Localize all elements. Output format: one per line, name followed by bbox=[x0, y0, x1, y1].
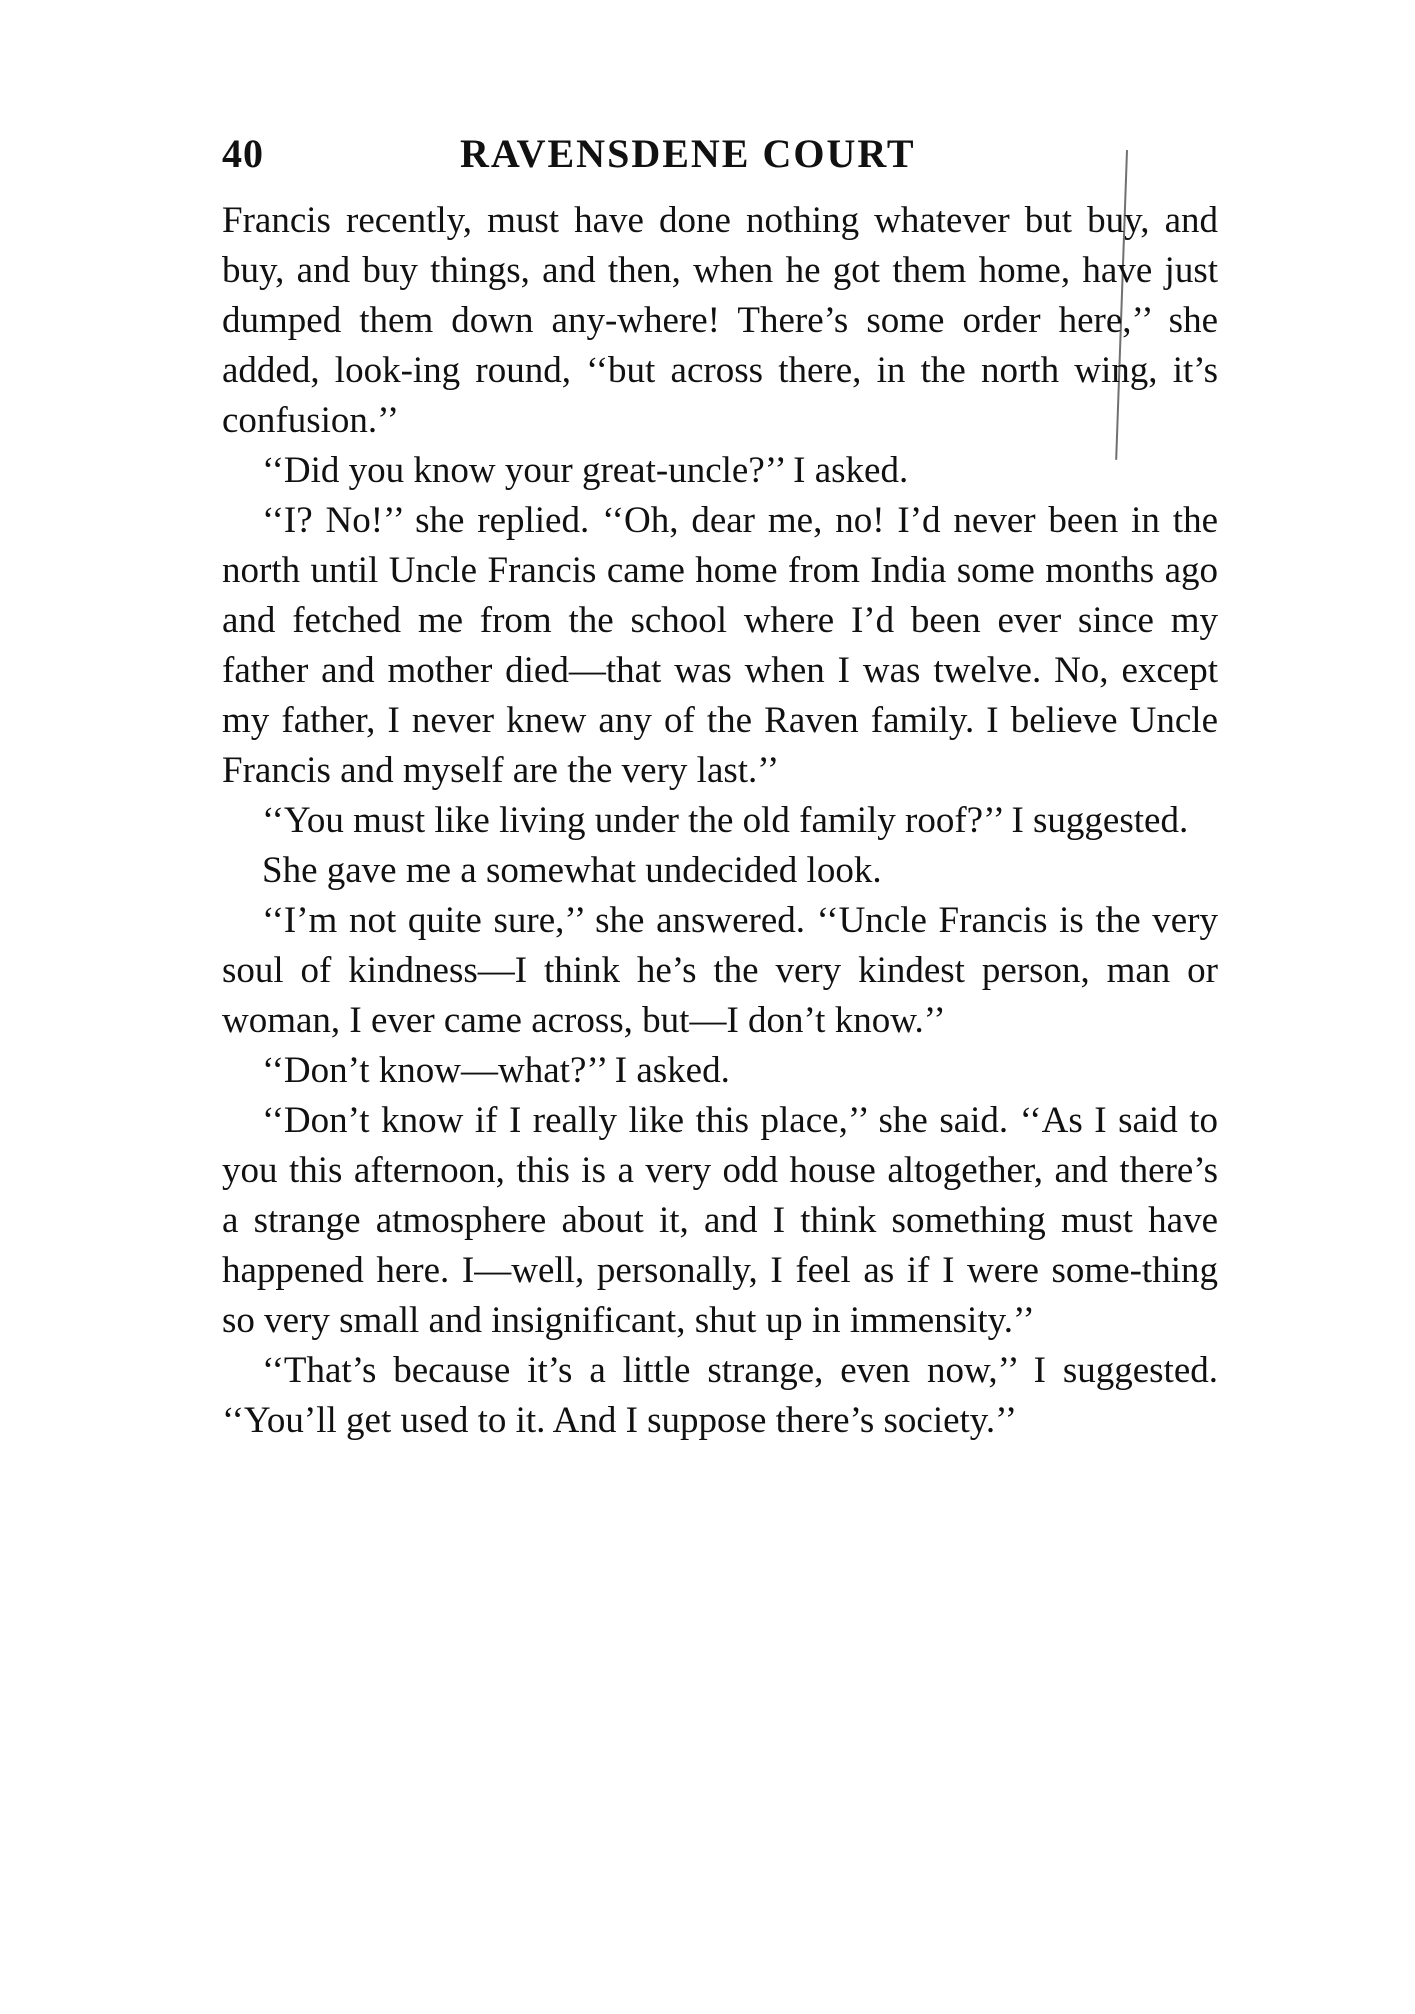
paragraph-5: She gave me a somewhat undecided look. bbox=[262, 850, 882, 891]
paragraph-7: ‘‘Don’t know—what?’’ I asked. bbox=[262, 1050, 730, 1091]
paragraph-1: Francis recently, must have done nothing whatever but buy, and buy, and buy things, and then, when he got them home, have just dumped them down any-where! There’s some order here,’’ she added, look-ing round, ‘‘but across there, in the north wing, it’s confusion.’’ bbox=[222, 200, 1218, 441]
running-title: RAVENSDENE COURT bbox=[460, 131, 916, 176]
body-text bbox=[222, 196, 1218, 1446]
paragraph-8: ‘‘Don’t know if I really like this place,’’ she said. ‘‘As I said to you this afternoon, this is a very odd house altogether, and there’s a strange atmosphere about it, and I think something must have happened here. I—well, personally, I feel as if I were some-thing so very small and insignificant, shut up in immensity.’’ bbox=[222, 1100, 1218, 1341]
paragraph-2: ‘‘Did you know your great-uncle?’’ I asked. bbox=[262, 450, 909, 491]
paragraph-4: ‘‘You must like living under the old family roof?’’ I suggested. bbox=[262, 800, 1189, 841]
paragraph-6: ‘‘I’m not quite sure,’’ she answered. ‘‘Uncle Francis is the very soul of kindness—I think he’s the very kindest person, man or woman, I ever came across, but—I don’t know.’’ bbox=[222, 900, 1218, 1041]
running-head bbox=[222, 130, 1222, 190]
page-number: 40 bbox=[222, 131, 264, 176]
paragraph-9: ‘‘That’s because it’s a little strange, even now,’’ I suggested. ‘‘You’ll get used to it. And I suppose there’s society.’’ bbox=[222, 1350, 1218, 1441]
paragraph-3: ‘‘I? No!’’ she replied. ‘‘Oh, dear me, no! I’d never been in the north until Uncle Francis came home from India some months ago and fetched me from the school where I’d been ever since my father and mother died—that was when I was twelve. No, except my father, I never knew any of the Raven family. I believe Uncle Francis and myself are the very last.’’ bbox=[222, 500, 1218, 791]
